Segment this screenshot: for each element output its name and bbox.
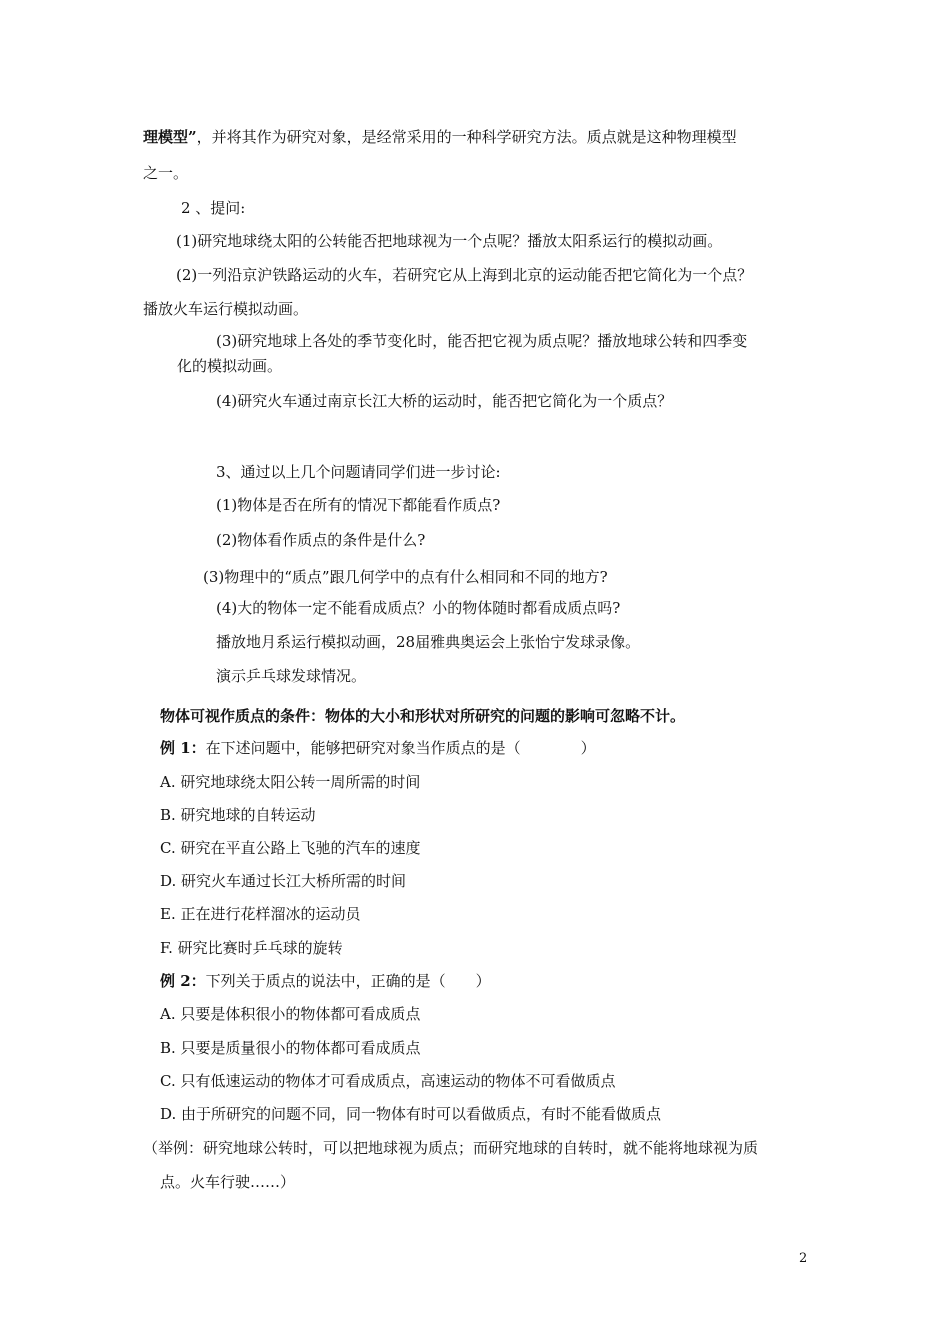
question-2-2-continuation: 播放火车运行模拟动画。 <box>143 300 309 318</box>
example-1-stem: 例 1：在下述问题中，能够把研究对象当作质点的是（ ） <box>160 739 596 757</box>
example-1-option-e: E. 正在进行花样溜冰的运动员 <box>160 905 361 923</box>
question-3-4: (4)大的物体一定不能看成质点？小的物体随时都看成质点吗? <box>216 599 621 617</box>
demo-note: 演示乒乓球发球情况。 <box>216 667 367 685</box>
question-2-3-continuation: 化的模拟动画。 <box>177 357 283 375</box>
example-1-option-c: C. 研究在平直公路上飞驰的汽车的速度 <box>160 839 421 857</box>
example-2-label: 例 2： <box>160 972 206 990</box>
question-3-3: (3)物理中的“质点”跟几何学中的点有什么相同和不同的地方? <box>203 568 608 586</box>
animation-note: 播放地月系运行模拟动画，28届雅典奥运会上张怡宁发球录像。 <box>216 633 641 651</box>
example-2-stem: 例 2：下列关于质点的说法中，正确的是（ ） <box>160 972 491 990</box>
example-2-option-c: C. 只有低速运动的物体才可看成质点，高速运动的物体不可看做质点 <box>160 1072 616 1090</box>
page-number: 2 <box>799 1251 808 1266</box>
example-note: （举例：研究地球公转时，可以把地球视为质点；而研究地球的自转时，就不能将地球视为质 <box>143 1139 759 1157</box>
section-2-heading: 2 、提问: <box>181 199 246 217</box>
example-1-option-f: F. 研究比赛时乒乓球的旋转 <box>160 939 343 957</box>
question-2-4: (4)研究火车通过南京长江大桥的运动时，能否把它简化为一个质点？ <box>216 392 673 410</box>
example-2-option-d: D. 由于所研究的问题不同，同一物体有时可以看做质点，有时不能看做质点 <box>160 1105 662 1123</box>
example-1-option-d: D. 研究火车通过长江大桥所需的时间 <box>160 872 407 890</box>
example-1-label: 例 1： <box>160 739 206 757</box>
example-2-option-b: B. 只要是质量很小的物体都可看成质点 <box>160 1039 421 1057</box>
question-2-1: (1)研究地球绕太阳的公转能否把地球视为一个点呢？播放太阳系运行的模拟动画。 <box>176 232 723 250</box>
example-1-option-b: B. 研究地球的自转运动 <box>160 806 316 824</box>
mass-point-condition: 物体可视作质点的条件：物体的大小和形状对所研究的问题的影响可忽略不计。 <box>160 707 686 725</box>
example-note-continuation: 点。火车行驶……） <box>160 1173 296 1191</box>
example-1-option-a: A. 研究地球绕太阳公转一周所需的时间 <box>160 773 421 791</box>
question-2-2: (2)一列沿京沪铁路运动的火车，若研究它从上海到北京的运动能否把它简化为一个点？ <box>176 266 753 284</box>
section-3-heading: 3、通过以上几个问题请同学们进一步讨论: <box>216 463 501 481</box>
question-3-1: (1)物体是否在所有的情况下都能看作质点? <box>216 496 501 514</box>
paragraph-continuation: 之一。 <box>143 164 189 182</box>
paragraph-physical-model: 理模型”，并将其作为研究对象，是经常采用的一种科学研究方法。质点就是这种物理模型 <box>143 128 737 146</box>
bold-term: 理模型” <box>143 128 197 146</box>
example-2-option-a: A. 只要是体积很小的物体都可看成质点 <box>160 1005 421 1023</box>
question-2-3: (3)研究地球上各处的季节变化时，能否把它视为质点呢？播放地球公转和四季变 <box>216 332 748 350</box>
question-3-2: (2)物体看作质点的条件是什么? <box>216 531 426 549</box>
